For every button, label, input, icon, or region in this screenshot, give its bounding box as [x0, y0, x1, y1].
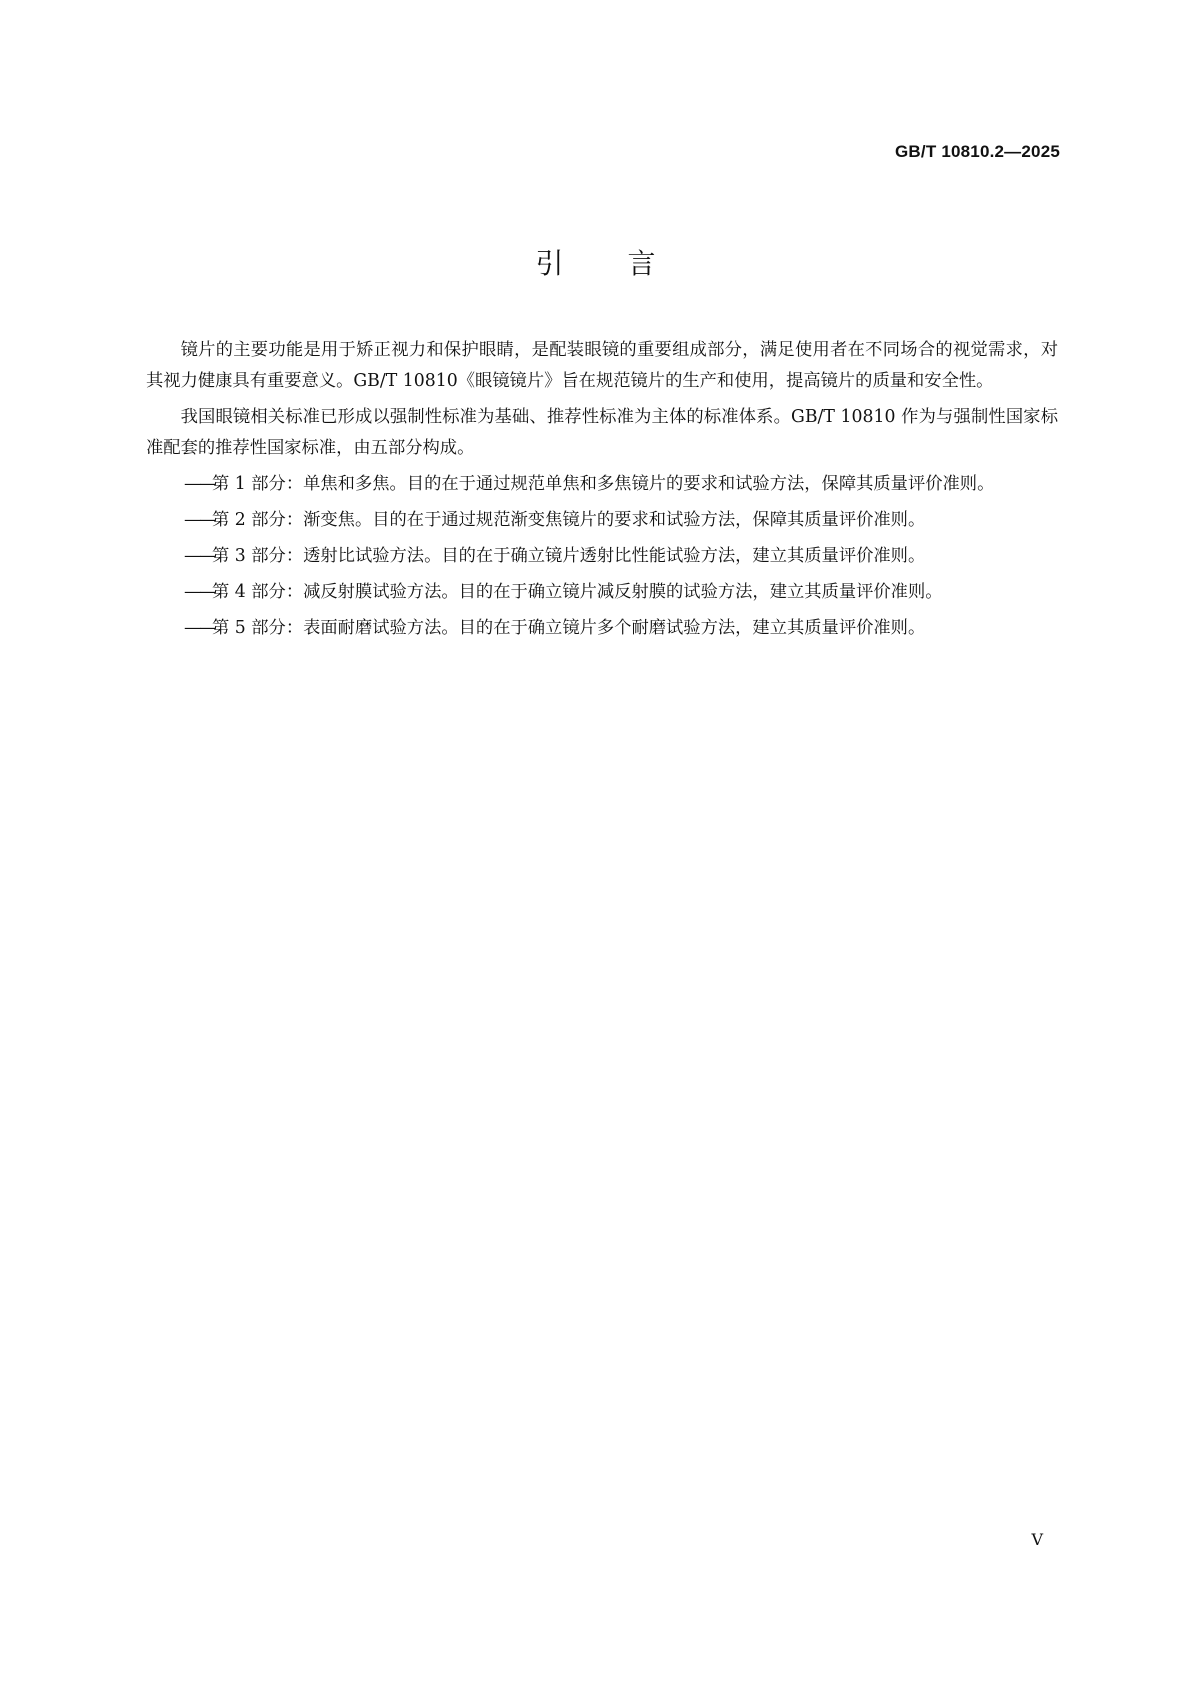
- part-list-item: [146, 541, 1058, 572]
- dash-mark: ——: [184, 510, 215, 530]
- part-text: 第 2 部分：渐变焦。目的在于通过规范渐变焦镜片的要求和试验方法，保障其质量评价准则。: [212, 510, 926, 530]
- part-text: 第 1 部分：单焦和多焦。目的在于通过规范单焦和多焦镜片的要求和试验方法，保障其质量评价准则。: [212, 474, 995, 494]
- dash-mark: ——: [184, 474, 215, 494]
- standard-number: GB/T 10810.2—2025: [895, 142, 1060, 161]
- document-body: [146, 335, 1058, 649]
- dash-mark: ——: [184, 618, 215, 638]
- part-text: 第 3 部分：透射比试验方法。目的在于确立镜片透射比性能试验方法，建立其质量评价准则。: [212, 546, 926, 566]
- part-list-item: [146, 469, 1058, 500]
- dash-mark: ——: [184, 582, 215, 602]
- page-title: 引言: [535, 247, 720, 280]
- intro-paragraph: 镜片的主要功能是用于矫正视力和保护眼睛，是配装眼镜的重要组成部分，满足使用者在不同场合的视觉需求，对其视力健康具有重要意义。GB/T 10810《眼镜镜片》旨在规范镜片的生产和使用，提高镜片的质量和安全性。: [146, 340, 1058, 391]
- part-list-item: [146, 613, 1058, 644]
- intro-paragraph: 我国眼镜相关标准已形成以强制性标准为基础、推荐性标准为主体的标准体系。GB/T 10810 作为与强制性国家标准配套的推荐性国家标准，由五部分构成。: [146, 407, 1058, 458]
- part-text: 第 5 部分：表面耐磨试验方法。目的在于确立镜片多个耐磨试验方法，建立其质量评价准则。: [212, 618, 926, 638]
- dash-mark: ——: [184, 546, 215, 566]
- part-text: 第 4 部分：减反射膜试验方法。目的在于确立镜片减反射膜的试验方法，建立其质量评价准则。: [212, 582, 943, 602]
- page-number: V: [1031, 1530, 1043, 1549]
- part-list-item: [146, 505, 1058, 536]
- part-list-item: [146, 577, 1058, 608]
